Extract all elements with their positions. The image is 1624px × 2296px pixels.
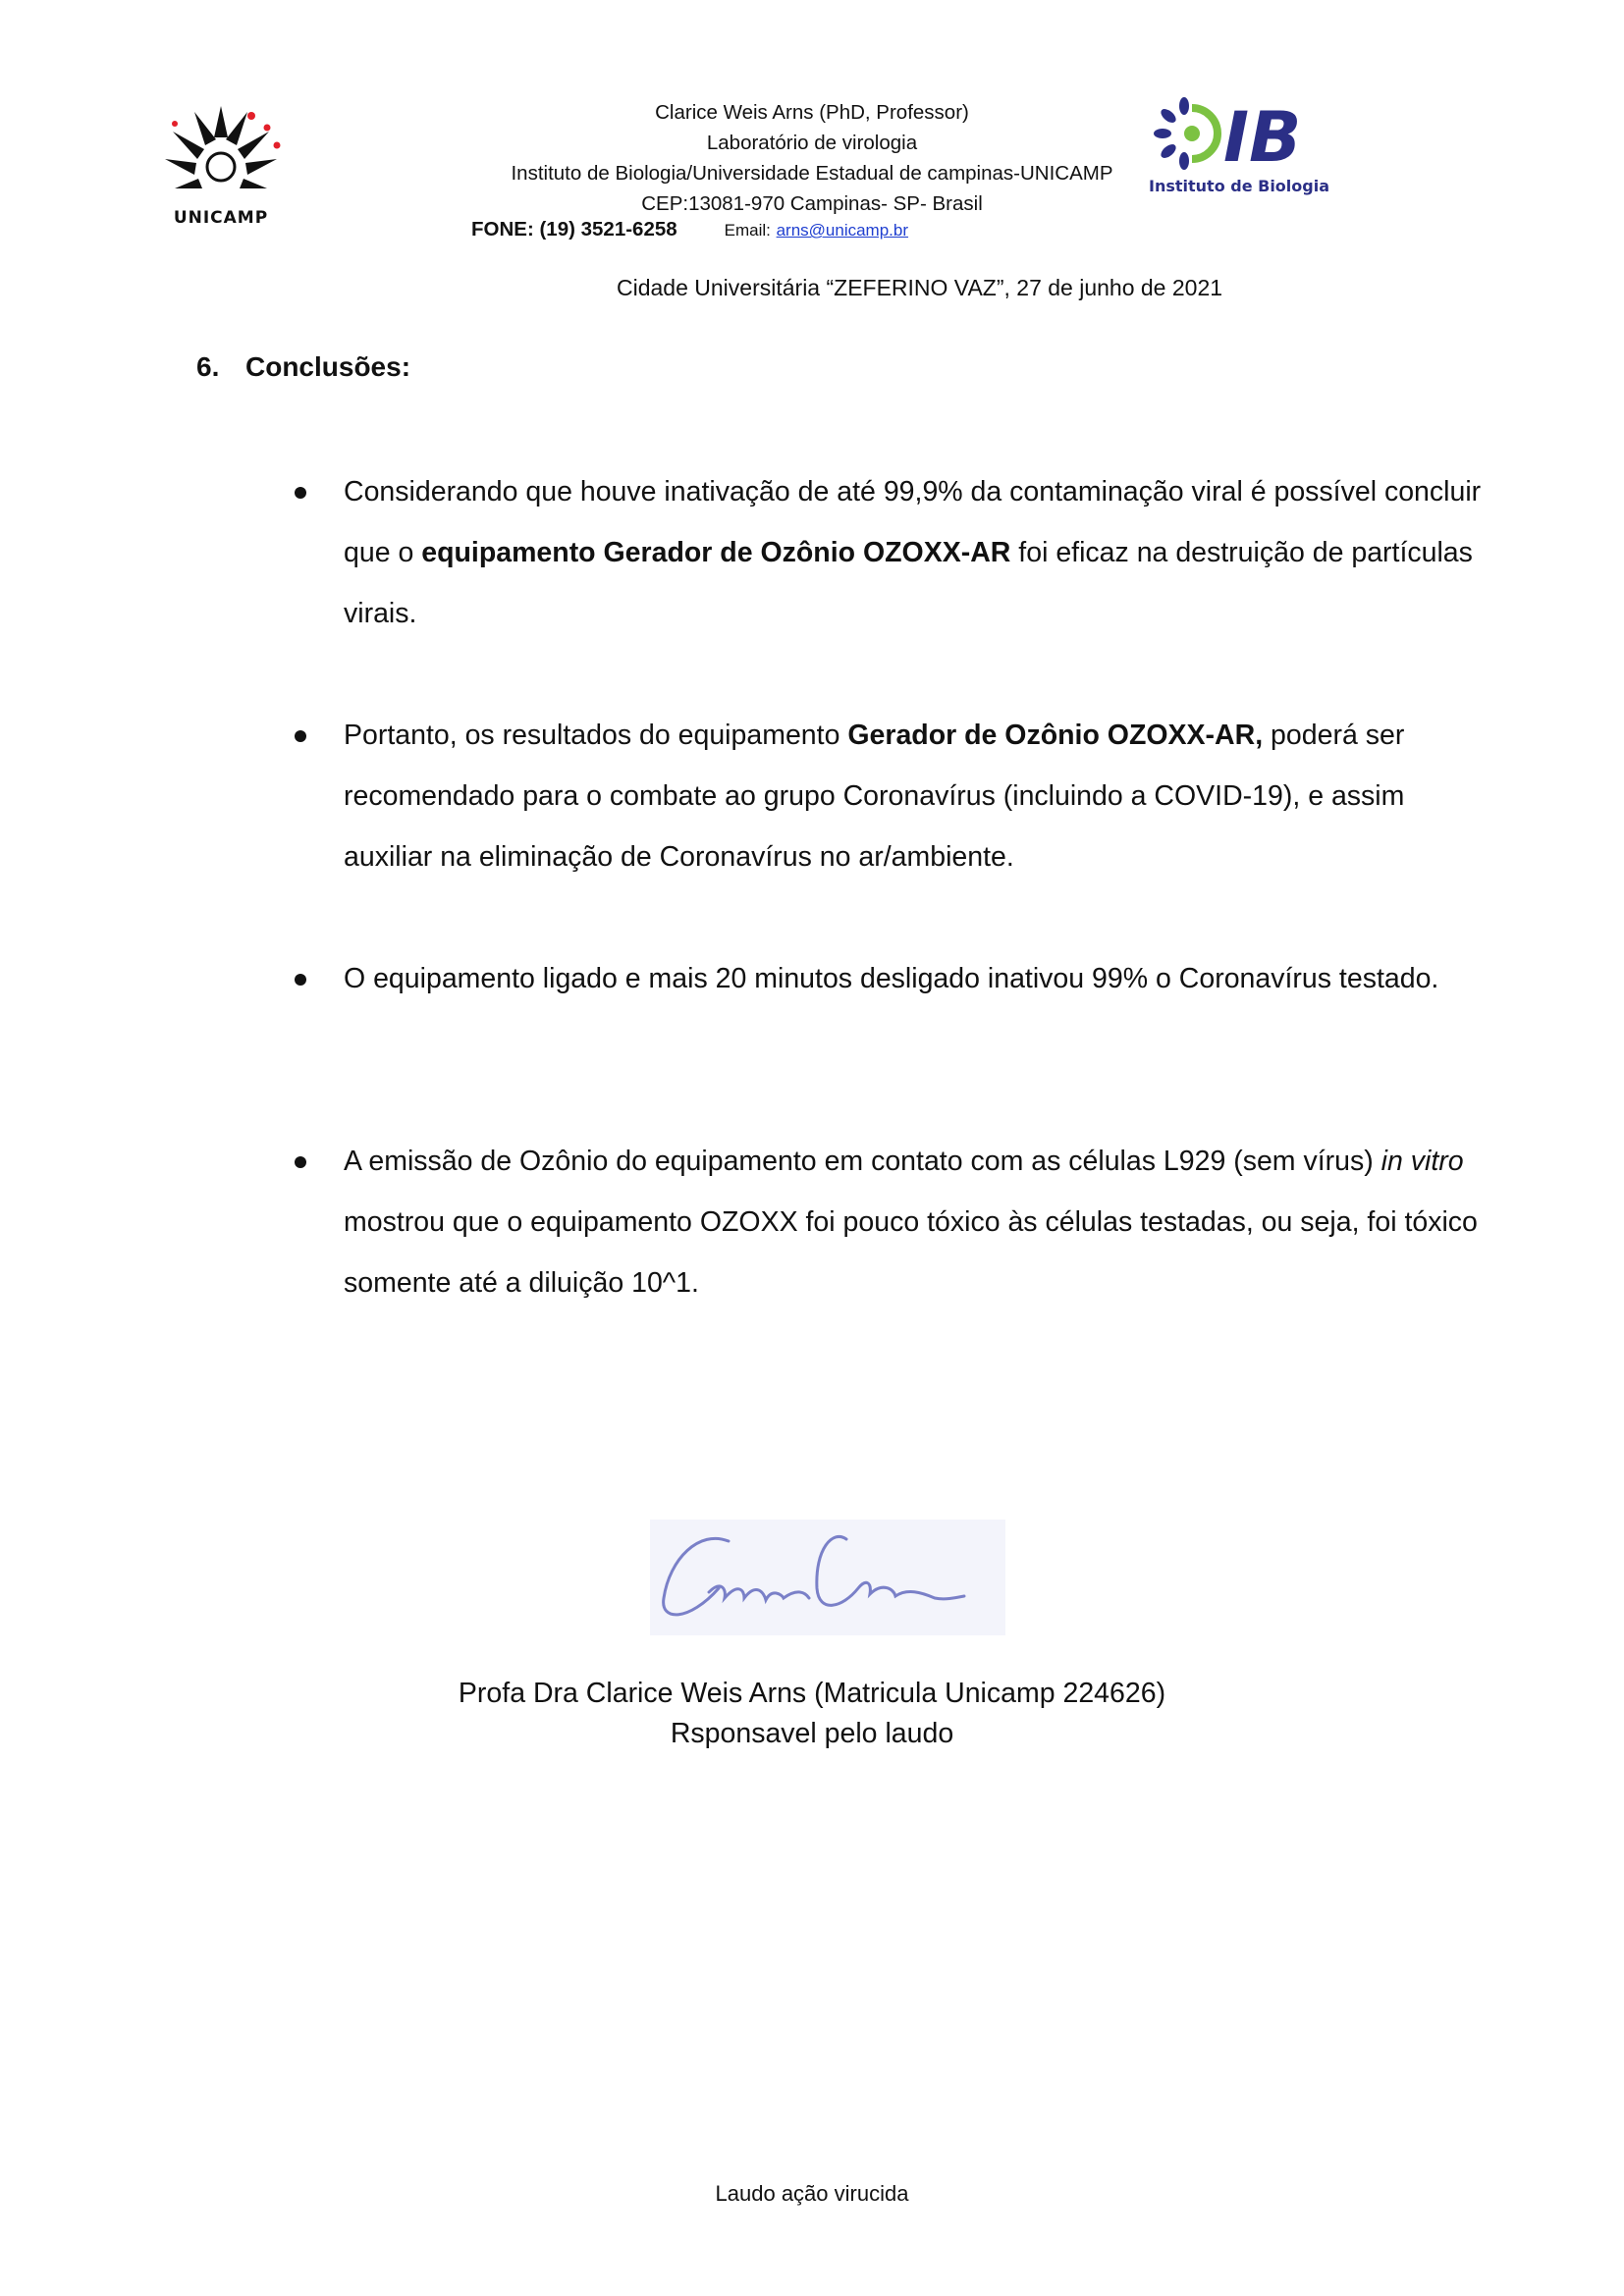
header-author-line: Clarice Weis Arns (PhD, Professor) — [655, 101, 969, 124]
header-email-label: Email: — [724, 221, 771, 240]
header-lab-line: Laboratório de virologia — [706, 132, 918, 154]
bullet-text: Portanto, os resultados do equipamento Gerador de Ozônio OZOXX-AR, poderá ser recomendado para o combate ao grupo Coronavírus (incluindo a COVID-19), e assim auxiliar na eliminação de Coronavírus no ar/ambiente. — [344, 720, 1405, 873]
signature-image — [650, 1520, 1005, 1635]
unicamp-logo-text: UNICAMP — [173, 208, 269, 228]
header-contact-line — [471, 218, 908, 241]
bullet-text: A emissão de Ozônio do equipamento em contato com as células L929 (sem vírus) in vitro mostrou que o equipamento OZOXX foi pouco tóxico às células testadas, ou seja, foi tóxico somente até a diluição 10^1. — [344, 1146, 1478, 1299]
header-email-link[interactable]: arns@unicamp.br — [776, 221, 909, 240]
header-address-line: CEP:13081-970 Campinas- SP- Brasil — [641, 192, 983, 215]
bullet-icon — [295, 487, 306, 499]
bullet-text: Considerando que houve inativação de até 99,9% da contaminação viral é possível concluir que o equipamento Gerador de Ozônio OZOXX-AR foi eficaz na destruição de partículas virais. — [344, 476, 1482, 629]
signatory-name: Profa Dra Clarice Weis Arns (Matricula Unicamp 224626) — [458, 1678, 1166, 1709]
section-number: 6. — [196, 351, 220, 382]
bullet-icon — [295, 974, 306, 986]
bullet-icon — [295, 1156, 306, 1168]
ib-logo-letters: IB — [1223, 97, 1302, 175]
header-institute-line: Instituto de Biologia/Universidade Estadual de campinas-UNICAMP — [511, 162, 1113, 185]
section-heading — [196, 351, 410, 383]
section-title: Conclusões: — [245, 351, 411, 382]
header-phone: FONE: (19) 3521-6258 — [471, 218, 677, 240]
conclusion-bullet-2 — [295, 705, 1483, 887]
signatory-role: Rsponsavel pelo laudo — [670, 1718, 954, 1749]
bullet-text: O equipamento ligado e mais 20 minutos desligado inativou 99% o Coronavírus testado. — [344, 963, 1439, 994]
page-footer: Laudo ação virucida — [715, 2181, 909, 2206]
conclusion-bullet-4 — [295, 1131, 1483, 1313]
bullet-icon — [295, 730, 306, 742]
handwritten-signature-icon — [650, 1520, 1005, 1635]
conclusion-bullet-1 — [295, 461, 1483, 644]
date-line: Cidade Universitária “ZEFERINO VAZ”, 27 de junho de 2021 — [617, 275, 1223, 300]
ib-logo-text: Instituto de Biologia — [1149, 177, 1330, 195]
conclusion-bullet-3 — [295, 948, 1483, 1009]
